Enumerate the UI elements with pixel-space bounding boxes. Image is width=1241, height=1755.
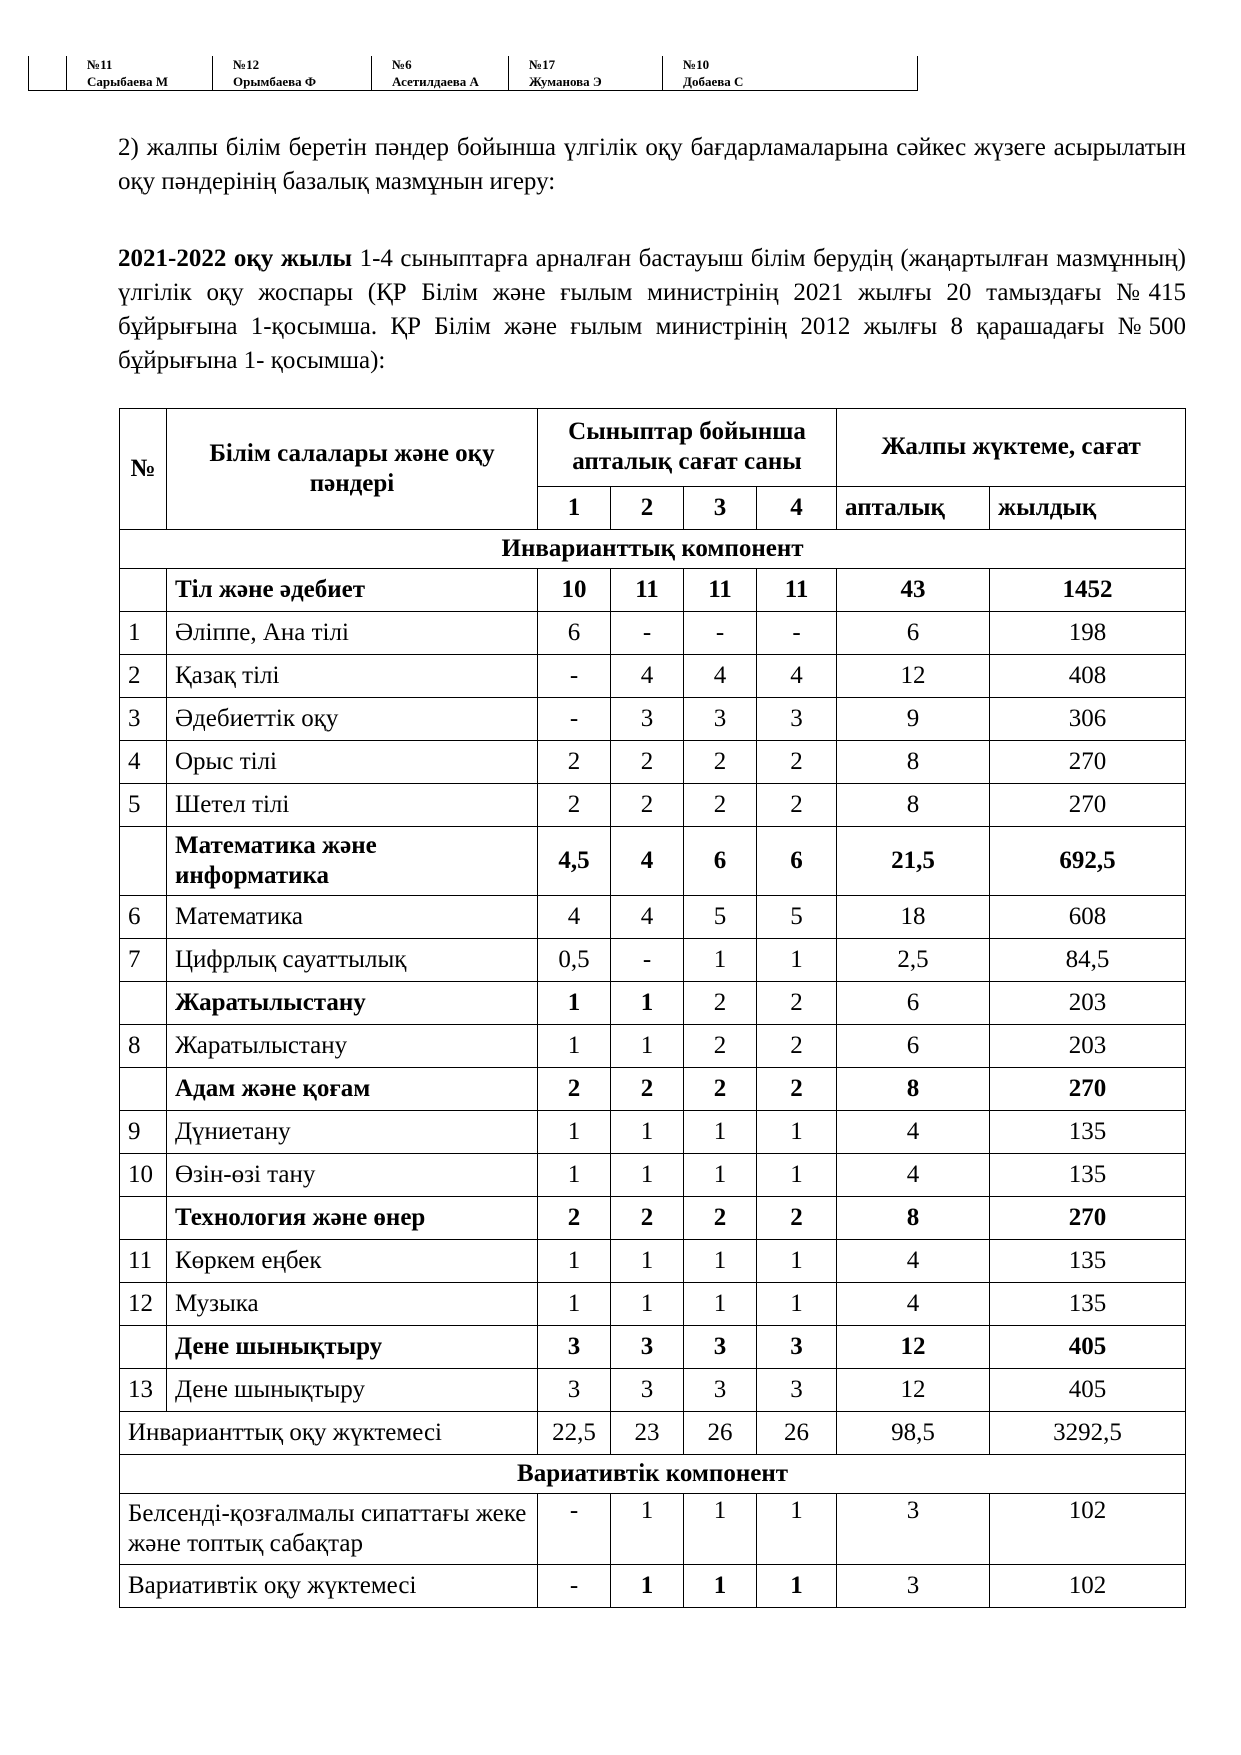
curriculum-description-paragraph [118, 242, 1186, 378]
hours-g1: - [538, 655, 611, 698]
hours-g3: 1 [684, 1283, 757, 1326]
subject-name: Әдебиеттік оқу [167, 698, 538, 741]
subject-row [120, 896, 1186, 939]
variative-week: 3 [837, 1494, 990, 1565]
header-subject: Білім салалары және оқу пәндері [167, 409, 538, 530]
subject-group-name: Жаратылыстану [167, 982, 538, 1025]
invariant-total-row [120, 1412, 1186, 1455]
hours-week: 4 [837, 1111, 990, 1154]
hours-g2: 1 [611, 1154, 684, 1197]
subject-group-name: Адам және қоғам [167, 1068, 538, 1111]
subject-row [120, 741, 1186, 784]
hours-g4: 2 [757, 1068, 837, 1111]
hours-g4: 1 [757, 1111, 837, 1154]
subject-name: Қазақ тілі [167, 655, 538, 698]
hours-g2: 3 [611, 1326, 684, 1369]
hours-g2: 4 [611, 655, 684, 698]
curriculum-table [119, 408, 1186, 1608]
hours-week: 12 [837, 1369, 990, 1412]
row-number: 6 [120, 896, 167, 939]
staff-number: №17 [509, 56, 663, 73]
variative-year: 102 [990, 1494, 1186, 1565]
variative-total-year: 102 [990, 1565, 1186, 1608]
staff-number: №10 [663, 56, 918, 73]
row-number: 11 [120, 1240, 167, 1283]
hours-g4: 5 [757, 896, 837, 939]
hours-g2: - [611, 612, 684, 655]
hours-week: 8 [837, 1068, 990, 1111]
variative-total-label: Вариативтік оқу жүктемесі [120, 1565, 538, 1608]
subject-name: Дене шынықтыру [167, 1369, 538, 1412]
row-number: 12 [120, 1283, 167, 1326]
subject-row [120, 698, 1186, 741]
hours-week: 12 [837, 655, 990, 698]
hours-week: 2,5 [837, 939, 990, 982]
hours-g1: 3 [538, 1369, 611, 1412]
hours-week: 6 [837, 612, 990, 655]
row-number [120, 982, 167, 1025]
subject-group-name: Дене шынықтыру [167, 1326, 538, 1369]
header-weekly: апталық [837, 486, 990, 529]
header-yearly: жылдық [990, 486, 1186, 529]
subject-group-row [120, 982, 1186, 1025]
staff-number: №11 [67, 56, 213, 73]
staff-number: №12 [213, 56, 372, 73]
hours-g2: 4 [611, 827, 684, 896]
hours-g4: 2 [757, 1025, 837, 1068]
hours-g3: 1 [684, 1154, 757, 1197]
hours-g1: 2 [538, 784, 611, 827]
subject-group-row [120, 569, 1186, 612]
staff-number: №6 [372, 56, 509, 73]
hours-year: 692,5 [990, 827, 1186, 896]
hours-g4: 3 [757, 1326, 837, 1369]
total-g4: 26 [757, 1412, 837, 1455]
header-grade: 3 [684, 486, 757, 529]
subject-name: Өзін-өзі тану [167, 1154, 538, 1197]
hours-g1: 1 [538, 982, 611, 1025]
hours-week: 4 [837, 1240, 990, 1283]
hours-g4: 1 [757, 1154, 837, 1197]
hours-g2: 4 [611, 896, 684, 939]
hours-g2: 3 [611, 1369, 684, 1412]
header-number: № [120, 409, 167, 530]
subject-name: Дүниетану [167, 1111, 538, 1154]
hours-g3: 6 [684, 827, 757, 896]
hours-g3: 2 [684, 982, 757, 1025]
subject-row [120, 655, 1186, 698]
hours-g3: 2 [684, 1025, 757, 1068]
hours-year: 198 [990, 612, 1186, 655]
row-number: 9 [120, 1111, 167, 1154]
row-number [120, 1197, 167, 1240]
hours-g2: - [611, 939, 684, 982]
hours-g2: 2 [611, 784, 684, 827]
total-week: 98,5 [837, 1412, 990, 1455]
staff-name: Сарыбаева М [67, 73, 213, 91]
total-g1: 22,5 [538, 1412, 611, 1455]
row-number: 13 [120, 1369, 167, 1412]
hours-year: 84,5 [990, 939, 1186, 982]
hours-g3: - [684, 612, 757, 655]
hours-year: 405 [990, 1326, 1186, 1369]
staff-name: Жуманова Э [509, 73, 663, 91]
subject-group-name: Тіл және әдебиет [167, 569, 538, 612]
subject-name: Әліппе, Ана тілі [167, 612, 538, 655]
hours-g1: 1 [538, 1240, 611, 1283]
hours-week: 43 [837, 569, 990, 612]
hours-year: 135 [990, 1283, 1186, 1326]
hours-week: 6 [837, 982, 990, 1025]
hours-g1: 4,5 [538, 827, 611, 896]
hours-g3: 1 [684, 939, 757, 982]
variative-section-header [120, 1455, 1186, 1494]
hours-g4: 6 [757, 827, 837, 896]
row-number: 1 [120, 612, 167, 655]
hours-g1: 1 [538, 1025, 611, 1068]
hours-g3: 3 [684, 1369, 757, 1412]
variative-g4: 1 [757, 1494, 837, 1565]
subject-group-row [120, 827, 1186, 896]
hours-year: 408 [990, 655, 1186, 698]
subject-group-name: Технология және өнер [167, 1197, 538, 1240]
hours-g1: 3 [538, 1326, 611, 1369]
invariant-section-header [120, 530, 1186, 569]
row-number: 10 [120, 1154, 167, 1197]
hours-g1: 1 [538, 1154, 611, 1197]
variative-g2: 1 [611, 1494, 684, 1565]
hours-week: 4 [837, 1283, 990, 1326]
row-number [120, 569, 167, 612]
hours-g2: 3 [611, 698, 684, 741]
hours-g4: 2 [757, 982, 837, 1025]
variative-total-g1: - [538, 1565, 611, 1608]
subject-group-row [120, 1326, 1186, 1369]
total-g2: 23 [611, 1412, 684, 1455]
hours-g2: 1 [611, 1240, 684, 1283]
row-number: 8 [120, 1025, 167, 1068]
hours-g4: 2 [757, 741, 837, 784]
hours-week: 8 [837, 741, 990, 784]
hours-year: 135 [990, 1240, 1186, 1283]
subject-name: Цифрлық сауаттылық [167, 939, 538, 982]
hours-week: 6 [837, 1025, 990, 1068]
row-number [120, 1326, 167, 1369]
hours-year: 608 [990, 896, 1186, 939]
subject-row [120, 939, 1186, 982]
variative-total-g4: 1 [757, 1565, 837, 1608]
hours-g4: 1 [757, 1240, 837, 1283]
hours-year: 203 [990, 1025, 1186, 1068]
row-number [120, 1068, 167, 1111]
hours-year: 135 [990, 1111, 1186, 1154]
hours-g4: 2 [757, 784, 837, 827]
subject-row [120, 1240, 1186, 1283]
hours-g1: 2 [538, 1068, 611, 1111]
hours-g2: 2 [611, 1197, 684, 1240]
subject-row [120, 1369, 1186, 1412]
hours-g3: 3 [684, 698, 757, 741]
hours-g2: 2 [611, 741, 684, 784]
subject-row [120, 784, 1186, 827]
staff-name: Асетилдаева А [372, 73, 509, 91]
subject-group-row [120, 1197, 1186, 1240]
subject-row [120, 1111, 1186, 1154]
subject-name: Математика [167, 896, 538, 939]
hours-g1: 1 [538, 1111, 611, 1154]
subject-name: Жаратылыстану [167, 1025, 538, 1068]
academic-year-lead: 2021-2022 оқу жылы [118, 245, 353, 272]
hours-g3: 2 [684, 784, 757, 827]
hours-week: 8 [837, 784, 990, 827]
variative-subject-row [120, 1494, 1186, 1565]
hours-year: 270 [990, 784, 1186, 827]
hours-week: 18 [837, 896, 990, 939]
hours-year: 270 [990, 1068, 1186, 1111]
header-total-load: Жалпы жүктеме, сағат [837, 409, 1186, 487]
hours-year: 270 [990, 1197, 1186, 1240]
hours-g3: 2 [684, 741, 757, 784]
hours-g3: 5 [684, 896, 757, 939]
hours-g4: 2 [757, 1197, 837, 1240]
row-number: 2 [120, 655, 167, 698]
subject-row [120, 612, 1186, 655]
hours-year: 1452 [990, 569, 1186, 612]
subject-name: Орыс тілі [167, 741, 538, 784]
subject-row [120, 1154, 1186, 1197]
variative-title: Вариативтік компонент [120, 1455, 1186, 1494]
hours-g2: 1 [611, 1111, 684, 1154]
hours-g3: 2 [684, 1068, 757, 1111]
row-number [120, 827, 167, 896]
hours-year: 405 [990, 1369, 1186, 1412]
row-number: 7 [120, 939, 167, 982]
total-year: 3292,5 [990, 1412, 1186, 1455]
hours-g1: 6 [538, 612, 611, 655]
hours-g3: 1 [684, 1111, 757, 1154]
hours-g3: 3 [684, 1326, 757, 1369]
hours-g4: 3 [757, 698, 837, 741]
hours-g2: 1 [611, 1025, 684, 1068]
hours-week: 9 [837, 698, 990, 741]
hours-g4: - [757, 612, 837, 655]
subject-name: Шетел тілі [167, 784, 538, 827]
variative-subject-name: Белсенді-қозғалмалы сипаттағы жеке және топтық сабақтар [120, 1494, 538, 1565]
subject-row [120, 1283, 1186, 1326]
hours-g4: 1 [757, 939, 837, 982]
hours-g4: 1 [757, 1283, 837, 1326]
staff-name: Орымбаева Ф [213, 73, 372, 91]
subject-name: Көркем еңбек [167, 1240, 538, 1283]
subject-group-row [120, 1068, 1186, 1111]
hours-year: 135 [990, 1154, 1186, 1197]
section-intro-paragraph: 2) жалпы білім беретін пәндер бойынша үлгілік оқу бағдарламаларына сәйкес жүзеге асырылатын оқу пәндерінің базалық мазмұнын игеру: [118, 134, 1186, 195]
hours-g3: 1 [684, 1240, 757, 1283]
hours-g2: 1 [611, 982, 684, 1025]
hours-g1: 0,5 [538, 939, 611, 982]
staff-assignment-table [28, 56, 918, 91]
staff-numbers-row [29, 56, 918, 73]
total-g3: 26 [684, 1412, 757, 1455]
staff-name: Добаева С [663, 73, 918, 91]
hours-year: 203 [990, 982, 1186, 1025]
curriculum-description-text: 1-4 сыныптарға арналған бастауыш білім берудің (жаңартылған мазмұнның) үлгілік оқу жоспары (ҚР Білім және ғылым министрінің 2021 жылғы 20 тамыздағы №415 бұйрығына 1-қосымша. ҚР Білім және ғылым министрінің 2012 жылғы 8 қарашадағы №500 бұйрығына 1- қосымша): [118, 245, 1186, 374]
hours-week: 8 [837, 1197, 990, 1240]
header-weekly-by-grade: Сыныптар бойынша апталық сағат саны [538, 409, 837, 487]
header-grade: 1 [538, 486, 611, 529]
staff-names-row [29, 73, 918, 91]
variative-g3: 1 [684, 1494, 757, 1565]
invariant-total-label: Инварианттық оқу жүктемесі [120, 1412, 538, 1455]
invariant-title: Инварианттық компонент [120, 530, 1186, 569]
table-header-row [120, 409, 1186, 487]
variative-g1: - [538, 1494, 611, 1565]
hours-week: 21,5 [837, 827, 990, 896]
subject-row [120, 1025, 1186, 1068]
hours-g4: 11 [757, 569, 837, 612]
hours-g3: 4 [684, 655, 757, 698]
hours-g2: 2 [611, 1068, 684, 1111]
hours-g1: 2 [538, 741, 611, 784]
hours-year: 306 [990, 698, 1186, 741]
hours-g1: 1 [538, 1283, 611, 1326]
variative-total-row [120, 1565, 1186, 1608]
hours-g1: 10 [538, 569, 611, 612]
row-number: 3 [120, 698, 167, 741]
hours-g3: 11 [684, 569, 757, 612]
variative-total-week: 3 [837, 1565, 990, 1608]
variative-total-g2: 1 [611, 1565, 684, 1608]
hours-year: 270 [990, 741, 1186, 784]
hours-g1: - [538, 698, 611, 741]
row-number: 5 [120, 784, 167, 827]
hours-week: 4 [837, 1154, 990, 1197]
hours-g3: 2 [684, 1197, 757, 1240]
row-number: 4 [120, 741, 167, 784]
variative-total-g3: 1 [684, 1565, 757, 1608]
hours-g2: 1 [611, 1283, 684, 1326]
hours-week: 12 [837, 1326, 990, 1369]
hours-g4: 4 [757, 655, 837, 698]
hours-g1: 4 [538, 896, 611, 939]
header-grade: 2 [611, 486, 684, 529]
subject-name: Музыка [167, 1283, 538, 1326]
subject-group-name: Математика және информатика [167, 827, 538, 896]
hours-g2: 11 [611, 569, 684, 612]
hours-g1: 2 [538, 1197, 611, 1240]
hours-g4: 3 [757, 1369, 837, 1412]
header-grade: 4 [757, 486, 837, 529]
